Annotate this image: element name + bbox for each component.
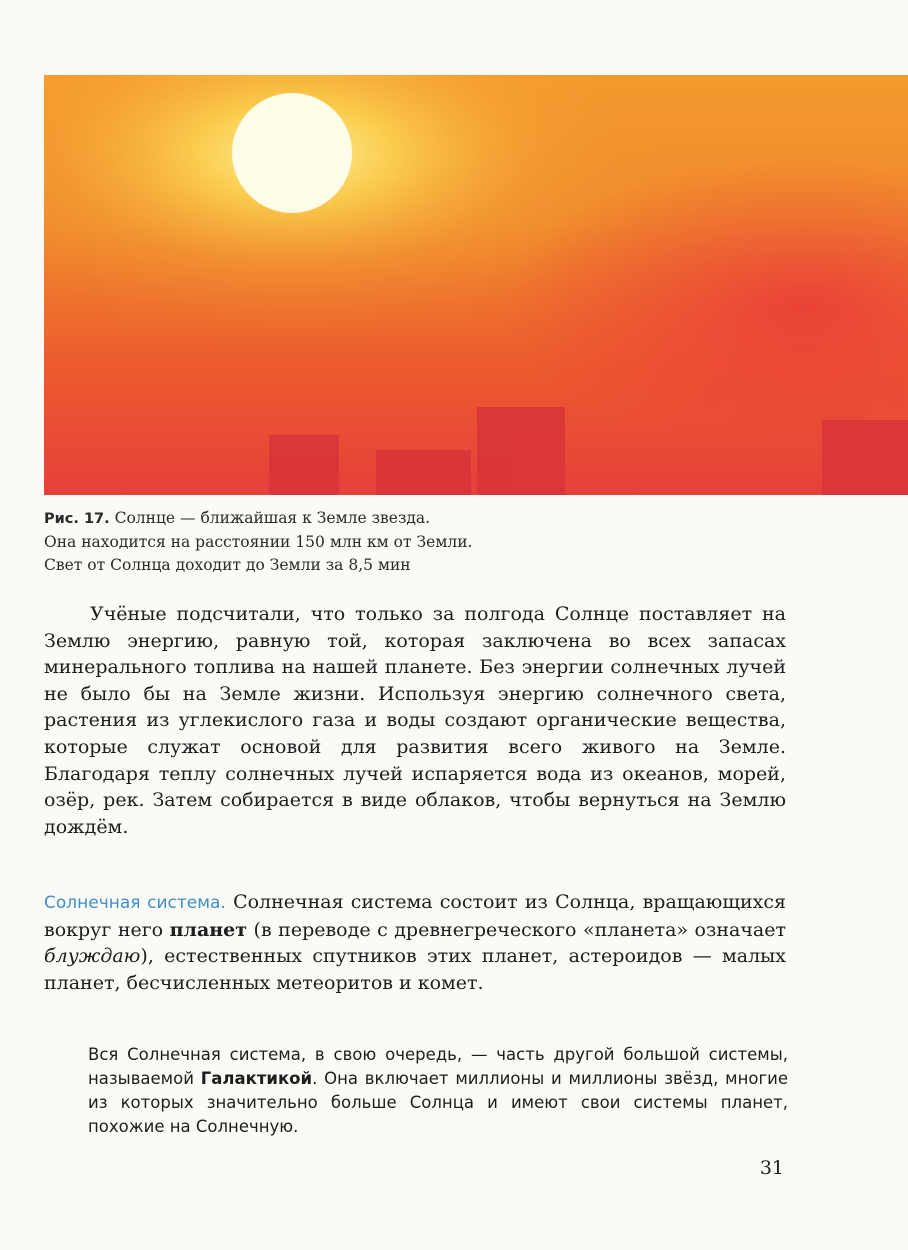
sunset-photo	[44, 75, 908, 495]
note-text: . Она включает миллионы и миллионы звёзд, многие из которых значительно больше Солнца и имеют свои системы планет, похожие на Солнечную.	[88, 1069, 789, 1136]
caption-line: Она находится на расстоянии 150 млн км от Земли.	[44, 533, 473, 551]
paragraph-sun-energy: Учёные подсчитали, что только за полгода Солнце поставляет на Землю энергию, равную той, которая заключена во всех запасах минерального топлива на нашей планете. Без энергии солнечных лучей не было бы на Земле жизни. Используя энергию солнечного света, растения из углекислого газа и воды создают органические вещества, которые служат основой для развития всего живого на Земле. Благодаря теплу солнечных лучей испаряется вода из океанов, морей, озёр, рек. Затем собирается в виде облаков, чтобы вернуться на Землю дождём.	[44, 603, 786, 838]
term-wander: блуждаю	[44, 945, 141, 968]
figure-caption	[44, 507, 744, 577]
term-galaxy: Галактикой	[200, 1069, 313, 1088]
caption-text: Солнце — ближайшая к Земле звезда.	[114, 509, 431, 527]
section-text: ), естественных спутников этих планет, астероидов — малых планет, бесчисленных метеоритов и комет.	[44, 945, 786, 994]
page-number: 31	[759, 1157, 784, 1179]
figure-label: Рис. 17.	[44, 511, 110, 527]
paragraph-solar-system	[44, 889, 786, 996]
note-text: Вся Солнечная система, в свою очередь, — часть другой большой системы, называемой	[88, 1045, 788, 1088]
building	[376, 450, 471, 495]
haze	[44, 75, 908, 495]
section-text: Солнечная система состоит из Солнца, вращающихся вокруг него	[44, 891, 786, 941]
building	[477, 407, 565, 495]
caption-line: Свет от Солнца доходит до Земли за 8,5 мин	[44, 556, 411, 574]
sunset-illustration	[44, 75, 908, 495]
term-planets: планет	[169, 918, 248, 941]
section-heading: Солнечная система.	[44, 893, 226, 913]
building	[822, 420, 908, 495]
sun	[232, 93, 352, 213]
section-text: (в переводе с древнегреческого «планета» означает	[253, 918, 786, 941]
caption-line	[44, 507, 744, 531]
building	[269, 435, 339, 495]
note-galaxy	[88, 1043, 788, 1139]
